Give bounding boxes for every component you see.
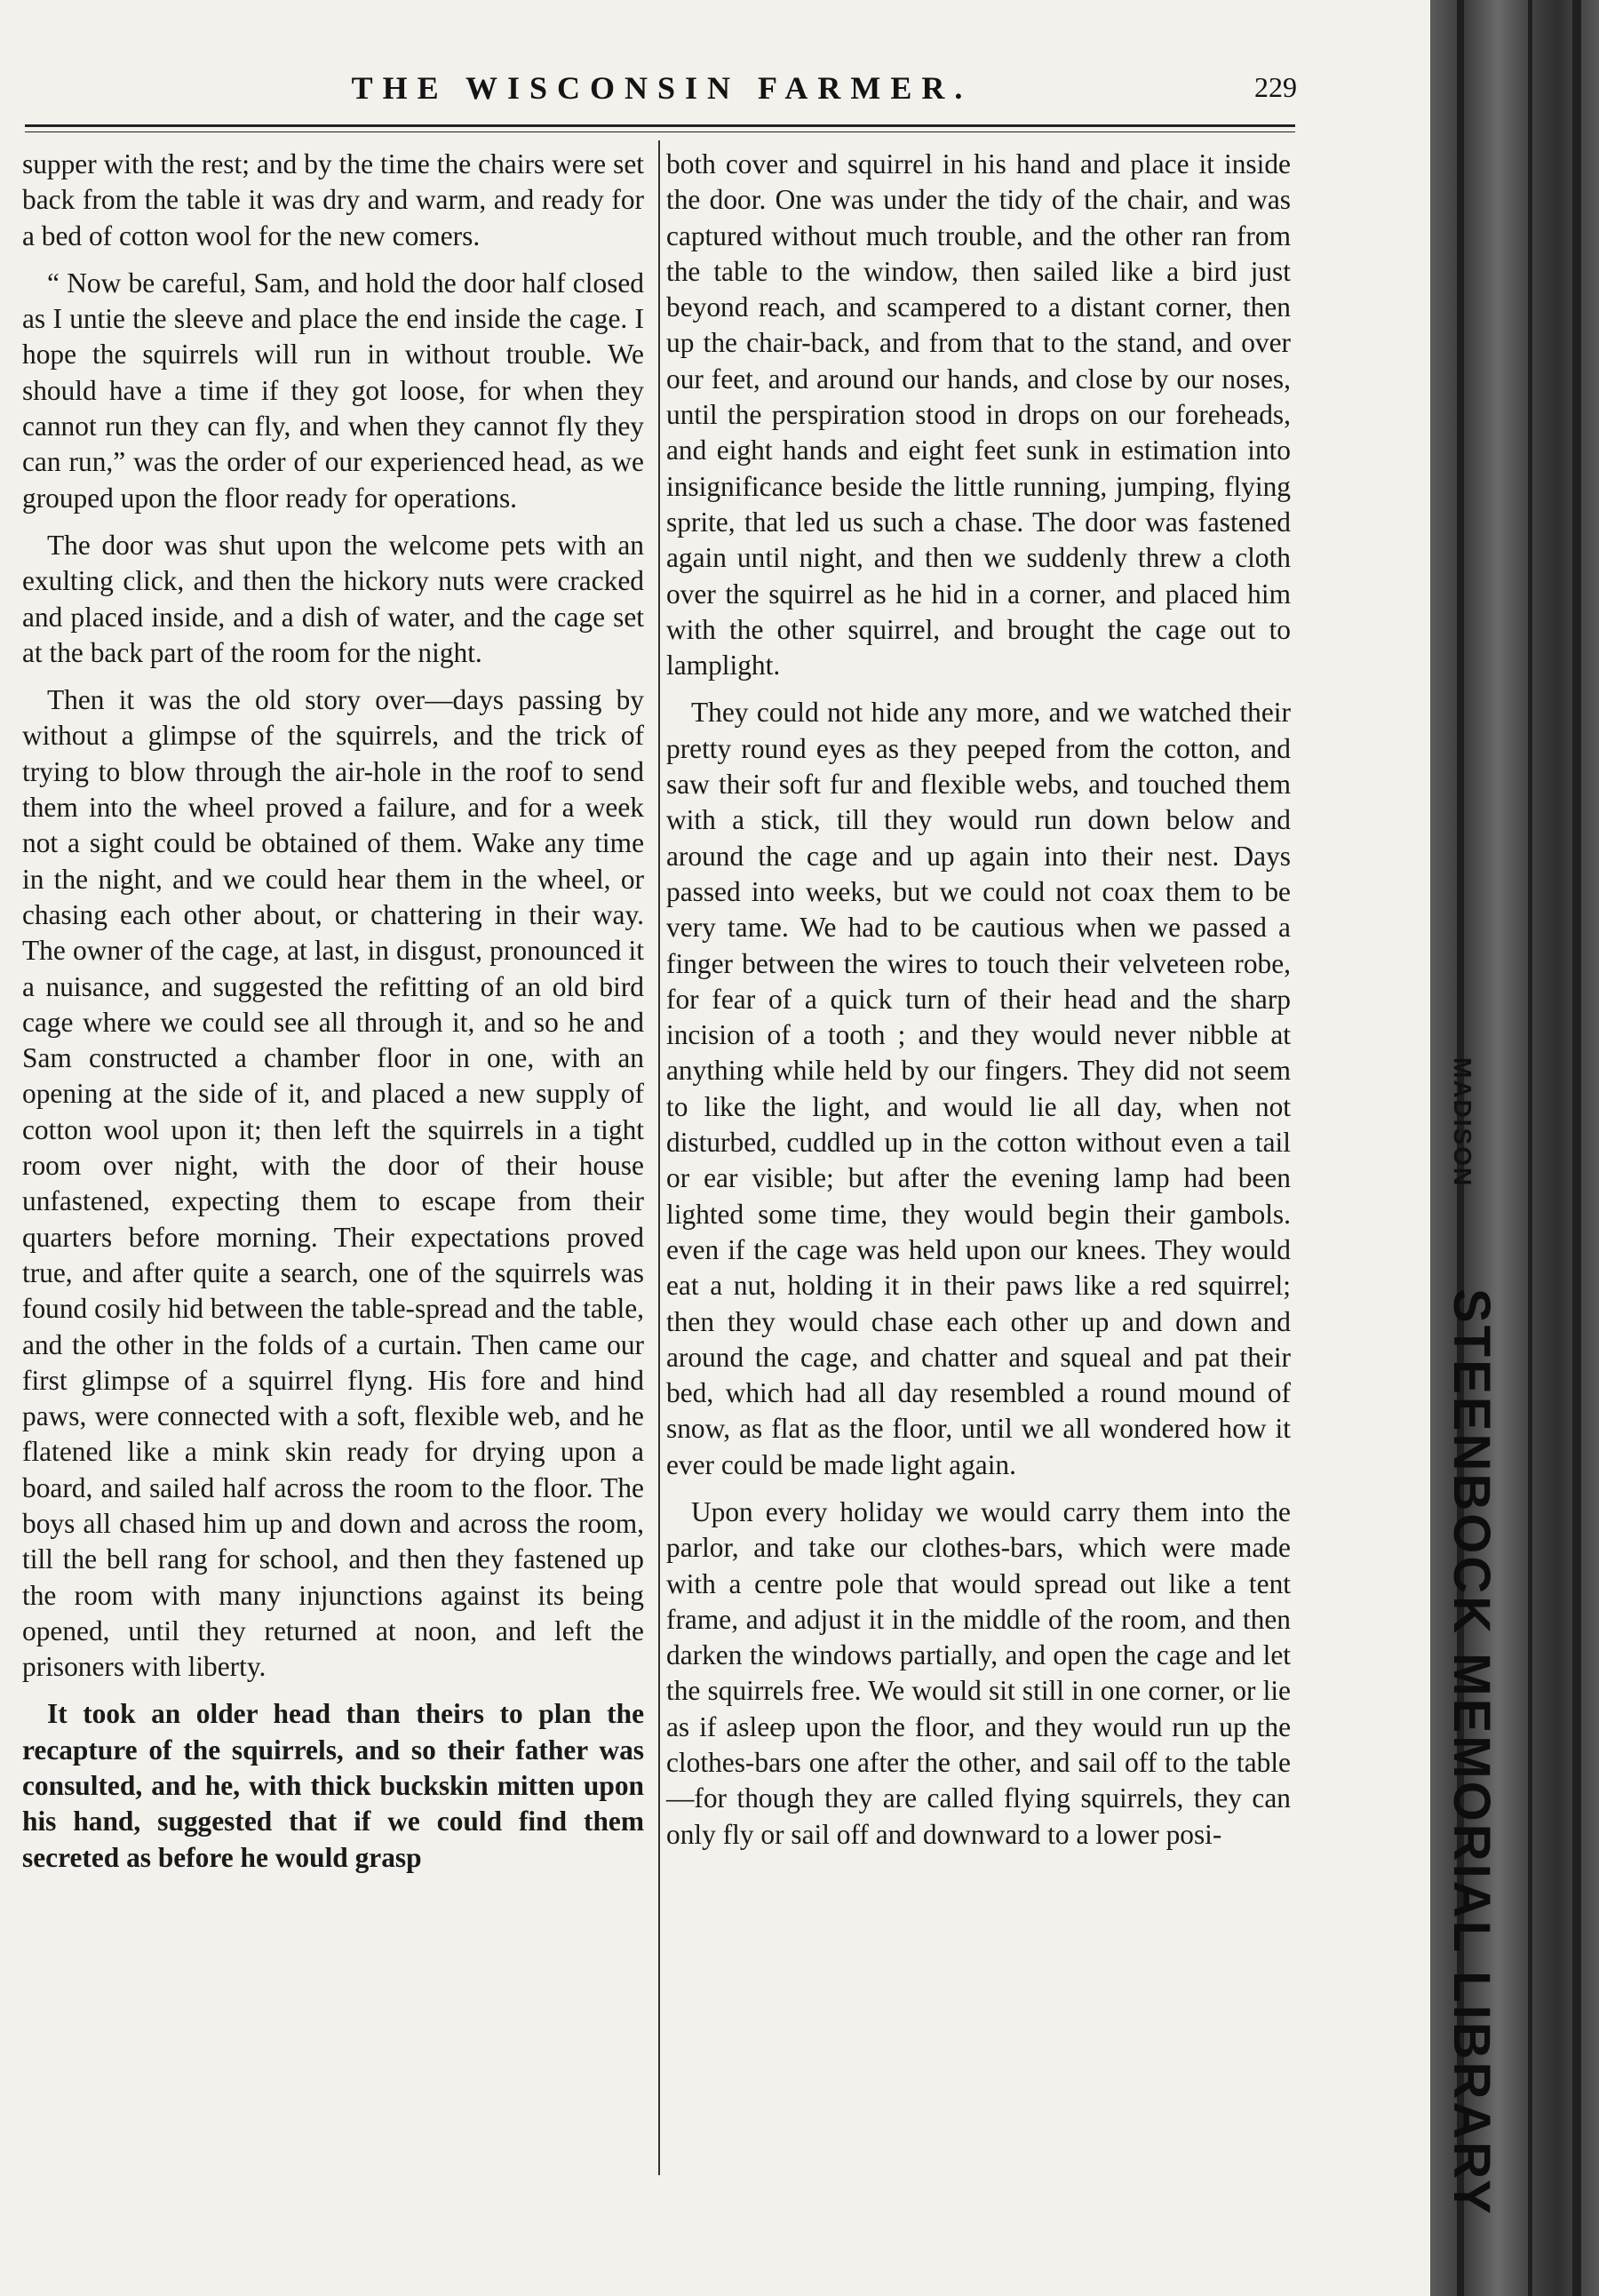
right-column	[666, 147, 1291, 1864]
left-column	[22, 147, 644, 1887]
page-number: 229	[1254, 71, 1297, 103]
column-divider	[658, 140, 660, 2175]
paragraph: Upon every holiday we would carry them into the parlor, and take our clothes-bars, which were made with a centre pole that would spread out like a tent frame, and adjust it in the middle of the room, and then darken the windows partially, and open the cage and let the squirrels free. We would sit still in one corner, or lie as if asleep upon the floor, and they would run up the clothes-bars one after the other, and sail off to the table—for though they are called flying squirrels, they can only fly or sail off and downward to a lower posi-	[666, 1495, 1291, 1850]
header-rule	[25, 124, 1295, 127]
spine-stamp-city: MADISON	[1449, 1057, 1476, 1188]
paragraph: The door was shut upon the welcome pets with an exulting click, and then the hickory nuts were cracked and placed inside, and a dish of water, and the cage set at the back part of the room for the night.	[22, 529, 644, 668]
paragraph: “ Now be careful, Sam, and hold the door half closed as I untie the sleeve and place the end inside the cage. I hope the squirrels will run in without trouble. We should have a time if they got loose, for when they cannot run they can fly, and when they cannot fly they can run,” was the order of our experienced head, as we grouped upon the floor ready for operations.	[22, 267, 644, 514]
running-header	[27, 69, 1297, 114]
magazine-title: THE WISCONSIN FARMER.	[351, 70, 973, 106]
paragraph: Then it was the old story over—days passing by without a glimpse of the squirrels, and the trick of trying to blow through the air-hole in the roof to send them into the wheel proved a failure, and for a week not a sight could be obtained of them. Wake any time in the night, and we could hear them in the wheel, or chasing each other about, or chattering in their way. The owner of the cage, at last, in disgust, pronounced it a nuisance, and suggested the refitting of an old bird cage where we could see all through it, and so he and Sam constructed a chamber floor in one, with an opening at the side of it, and placed a new supply of cotton wool upon it; then left the squirrels in a tight room over night, with the door of their house unfastened, expecting them to escape from their quarters before morning. Their expectations proved true, and after quite a search, one of the squirrels was found cosily hid between the table-spread and the table, and the other in the folds of a curtain. Then came our first glimpse of a squirrel flyng. His fore and hind paws, were connected with a soft, flexible web, and he flatened like a mink skin ready for drying upon a board, and sailed half across the room to the floor. The boys all chased him up and down and across the room, till the bell rang for school, and then they fastened up the room with many injunctions against its being opened, until they returned at noon, and left the prisoners with liberty.	[22, 684, 644, 1683]
paragraph: supper with the rest; and by the time the chairs were set back from the table it was dry and warm, and ready for a bed of cotton wool for the new comers.	[22, 148, 644, 251]
paragraph: both cover and squirrel in his hand and place it inside the door. One was under the tidy of the chair, and was captured without much trouble, and the other ran from the table to the window, then sailed like a bird just beyond reach, and scampered to a distant corner, then up the chair-back, and from that to the stand, and over our feet, and around our hands, and close by our noses, until the perspiration stood in drops on our foreheads, and eight hands and eight feet sunk in estimation into insignificance beside the little running, jumping, flying sprite, that led us such a chase. The door was fastened again until night, and then we suddenly threw a cloth over the squirrel as he hid in a corner, and placed him with the other squirrel, and brought the cage out to lamplight.	[666, 148, 1291, 682]
paragraph: It took an older head than theirs to plan the recapture of the squirrels, and so their father was consulted, and he, with thick buckskin mitten upon his hand, suggested that if we could find them secreted as before he would grasp	[22, 1698, 644, 1873]
paragraph: They could not hide any more, and we watched their pretty round eyes as they peeped from the cotton, and saw their soft fur and flexible webs, and touched them with a stick, till they would run down below and around the cage and up again into their nest. Days passed into weeks, but we could not coax them to be very tame. We had to be cautious when we passed a finger between the wires to touch their velveteen robe, for fear of a quick turn of their head and the sharp incision of a tooth ; and they would never nibble at anything while held by our fingers. They did not seem to like the light, and would lie all day, when not disturbed, cuddled up in the cotton without even a tail or ear visible; but after the evening lamp had been lighted some time, they would begin their gambols. even if the cage was held upon our knees. They would eat a nut, holding it in their paws like a red squirrel; then they would chase each other up and down and around the cage, and chatter and squeal and pat their bed, which had all day resembled a round mound of snow, as flat as the floor, until we all wondered how it ever could be made light again.	[666, 697, 1291, 1480]
spine-stamp-library: STEENBOCK MEMORIAL LIBRARY	[1443, 1288, 1500, 2217]
